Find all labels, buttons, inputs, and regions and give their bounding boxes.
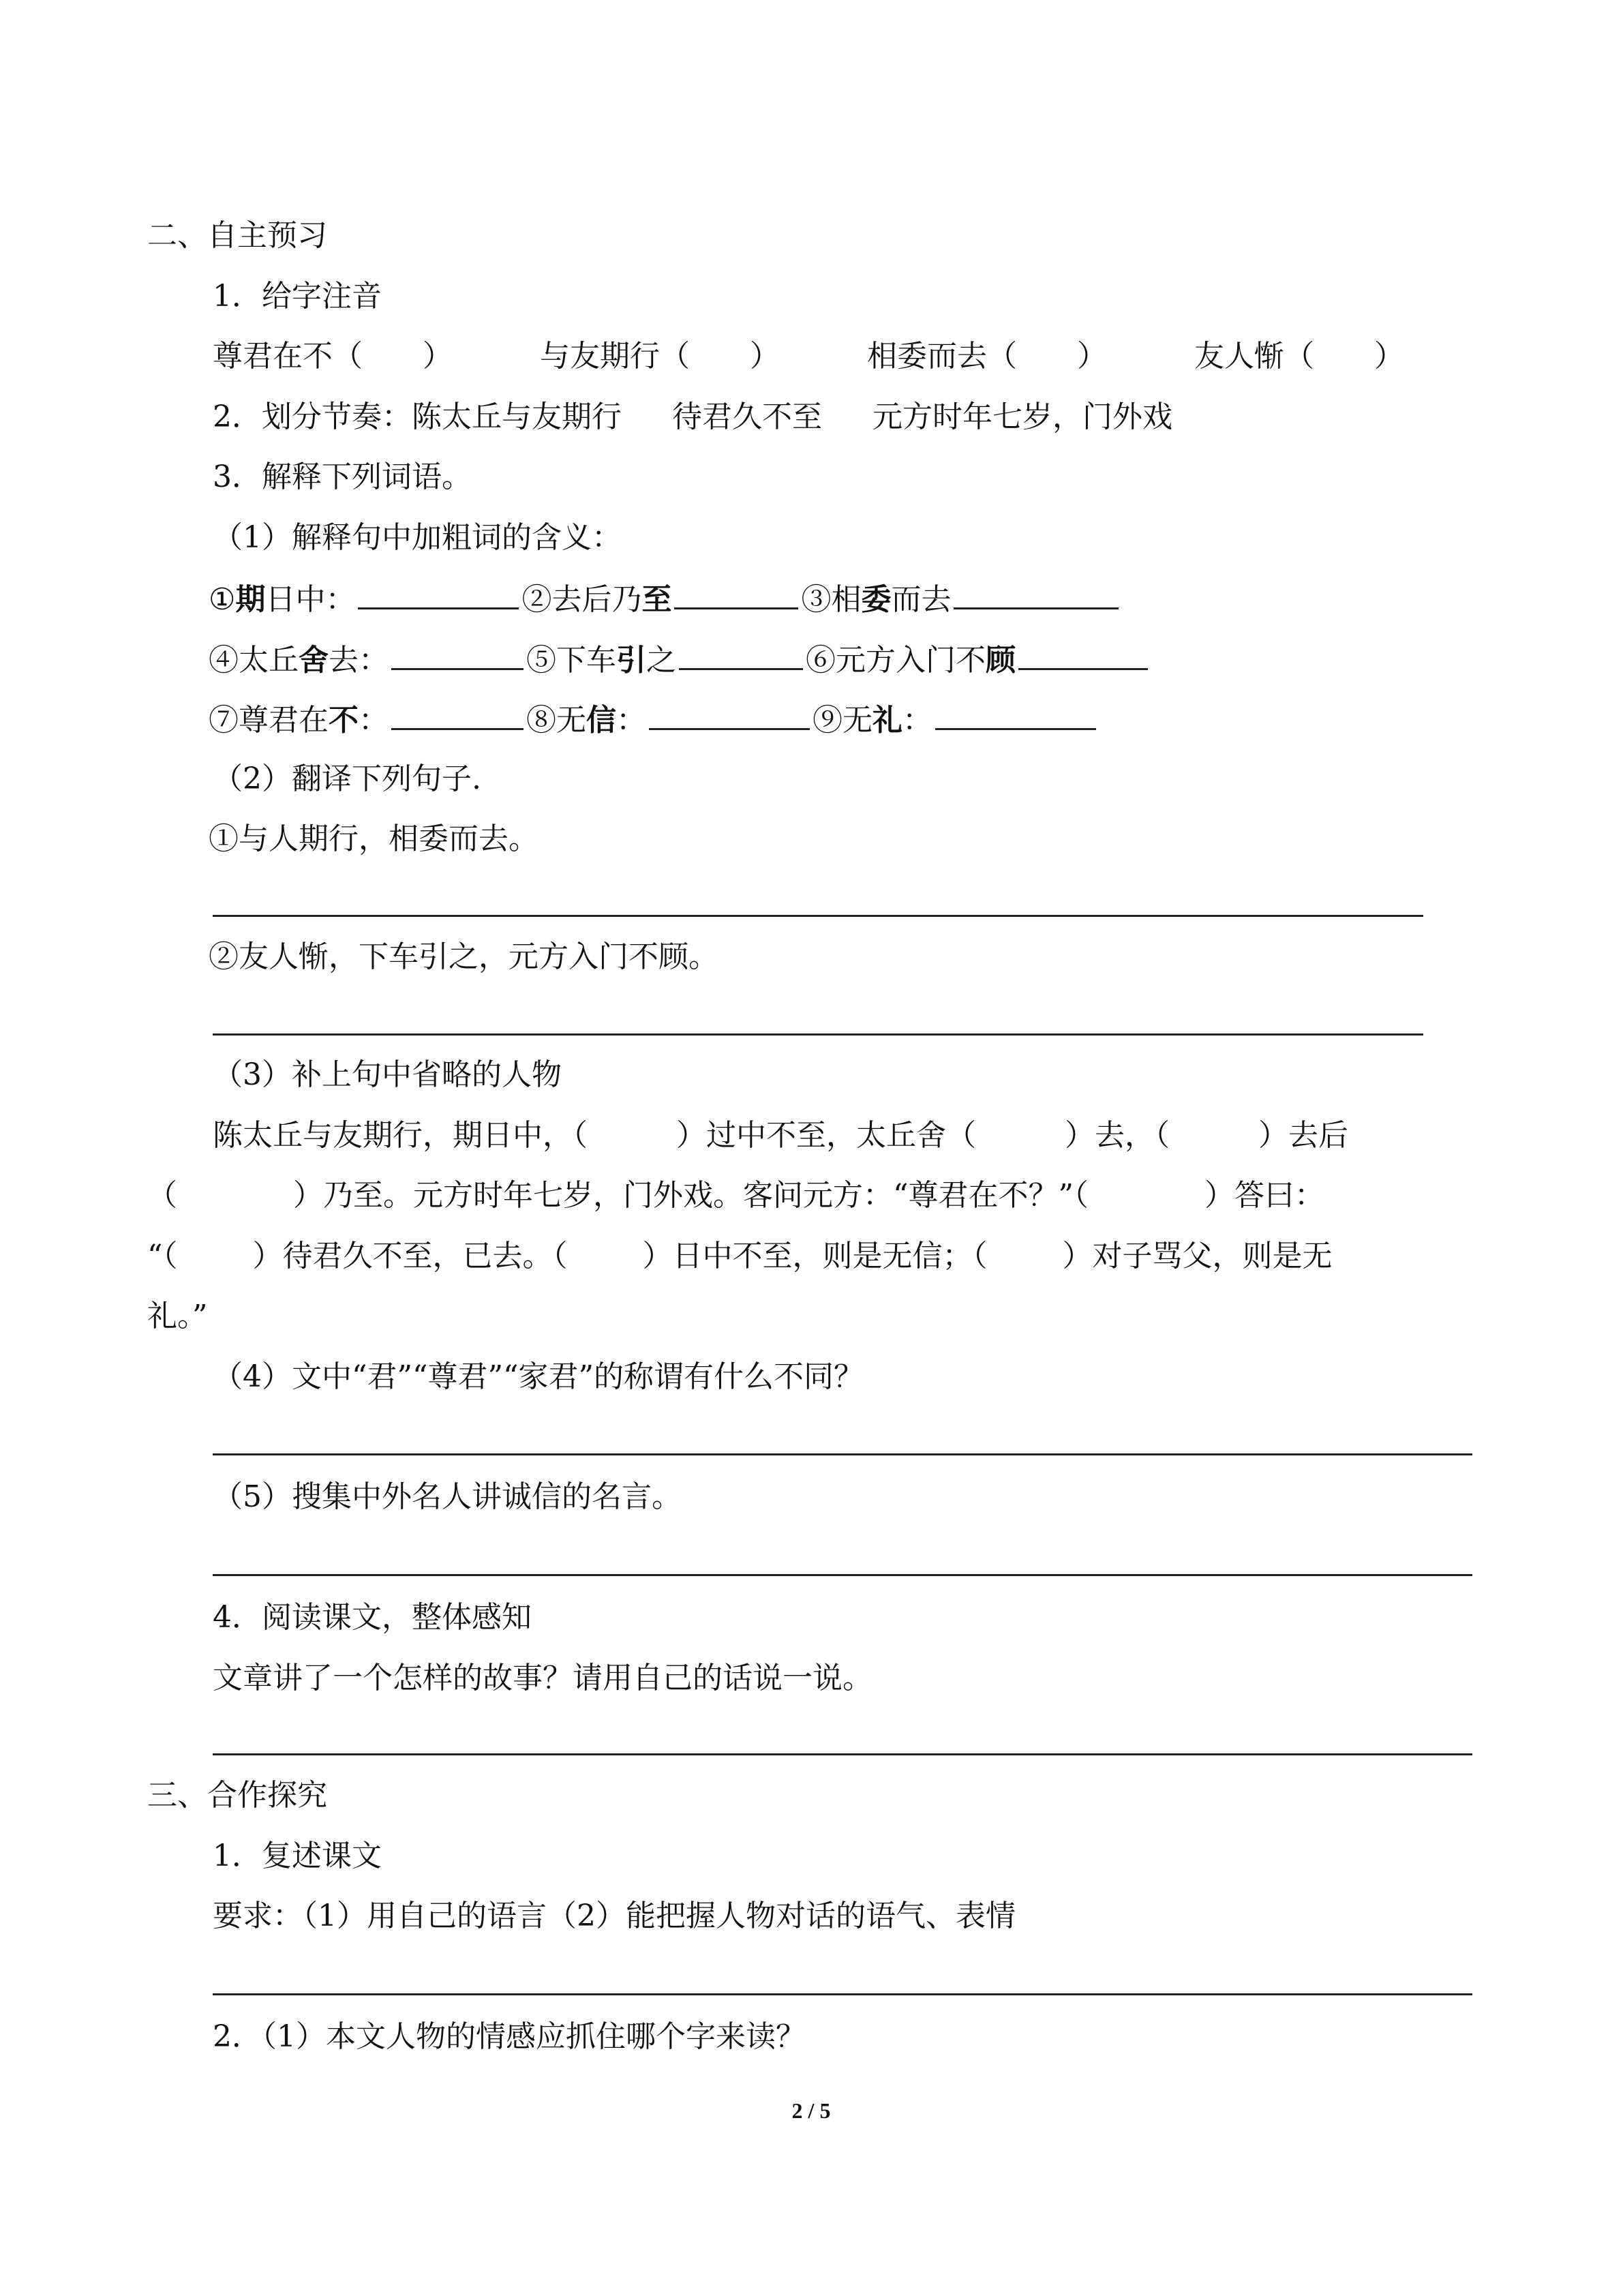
phonetic-item-1: 尊君在不（ ） [213,339,453,374]
word-1-blank[interactable] [358,577,519,609]
answer-line-sub5[interactable] [213,1574,1472,1576]
answer-line-s3-q1[interactable] [213,1993,1472,1995]
word-2-pre: ②去后乃 [521,582,642,617]
rhythm-part-2: 元方时年七岁，门外戏 [873,399,1172,434]
word-9-blank[interactable] [935,698,1096,730]
answer-line-q4[interactable] [213,1753,1472,1755]
fill-3-text-c: ）日中不至，则是无信；（ [642,1239,988,1273]
translate-sentence-2: ②友人惭，下车引之，元方入门不顾。 [209,939,718,974]
word-7-blank[interactable] [391,698,524,730]
word-4-post: 去： [329,643,389,678]
word-row-3 [209,698,1099,741]
section-heading-2: 二、自主预习 [147,218,327,253]
fill-3-text-d: ）对子骂父，则是无 [1062,1239,1333,1273]
fill-line-2 [147,1175,1324,1216]
word-5-blank[interactable] [679,638,803,670]
word-8-pre: ⑧无 [526,703,586,738]
sub1-title: （1）解释句中加粗词的含义： [213,520,622,555]
fill-line-1 [213,1115,1348,1156]
question-3-title: 3．解释下列词语。 [213,459,472,494]
word-7-post: ： [359,703,389,738]
word-8-blank[interactable] [649,698,810,730]
word-8-post: ： [616,703,646,738]
word-1-post: 日中： [265,582,356,617]
word-1-pre: ① [209,582,236,617]
fill-1-text-b: ）过中不至，太丘舍（ [676,1118,976,1153]
fill-3-text-b: ）待君久不至，已去。（ [252,1239,568,1273]
sub5-title: （5）搜集中外名人讲诚信的名言。 [213,1479,682,1514]
word-9-post: ： [902,703,932,738]
word-2-blank[interactable] [674,577,798,609]
fill-1-text-c: ）去，（ [1065,1118,1170,1153]
translate-sentence-1: ①与人期行，相委而去。 [209,821,539,856]
word-5-pre: ⑤下车 [526,643,616,678]
word-3-bold: 委 [861,582,892,617]
answer-line-translate-2[interactable] [213,1033,1423,1036]
fill-line-4: 礼。” [147,1299,208,1333]
question-4-title: 4．阅读课文，整体感知 [213,1600,532,1635]
sub4-title: （4）文中“君”“尊君”“家君”的称谓有什么不同？ [213,1359,864,1394]
sub2-title: （2）翻译下列句子. [213,761,481,796]
word-6-bold: 顾 [986,643,1016,678]
rhythm-question [213,397,1172,438]
fill-3-text-a: “（ [147,1239,178,1273]
word-1-bold: 期 [235,582,266,617]
fill-2-text-c: ）答曰： [1204,1178,1324,1213]
fill-1-text-a: 陈太丘与友期行，期日中，（ [213,1118,588,1153]
word-9-pre: ⑨无 [813,703,873,738]
word-6-blank[interactable] [1018,638,1148,670]
word-4-bold: 舍 [299,643,329,678]
word-row-1 [209,577,1121,620]
phonetic-item-4: 友人惭（ ） [1194,339,1404,374]
question-4-text: 文章讲了一个怎样的故事？请用自己的话说一说。 [213,1661,873,1695]
rhythm-part-1: 待君久不至 [672,399,822,434]
s3-question-2-title: 2．（1）本文人物的情感应抓住哪个字来读？ [213,2019,806,2054]
word-4-pre: ④太丘 [209,643,299,678]
fill-1-text-d: ）去后 [1258,1118,1348,1153]
word-6-pre: ⑥元方入门不 [806,643,986,678]
s3-question-1-text: 要求：（1）用自己的语言（2）能把握人物对话的语气、表情 [213,1899,1016,1933]
s3-question-1-title: 1．复述课文 [213,1839,382,1873]
word-8-bold: 信 [586,703,616,738]
answer-line-sub4[interactable] [213,1453,1472,1455]
fill-line-3 [147,1236,1333,1277]
phonetic-item-2: 与友期行（ ） [540,339,780,374]
word-5-post: 之 [646,643,676,678]
page-number: 2 / 5 [791,2098,831,2123]
fill-2-text-b: ）乃至。元方时年七岁，门外戏。客问元方：“尊君在不？”（ [293,1178,1089,1213]
word-row-2 [209,638,1151,681]
answer-line-translate-1[interactable] [213,915,1423,917]
word-2-bold: 至 [641,582,672,617]
word-4-blank[interactable] [391,638,524,670]
word-5-bold: 引 [616,643,646,678]
section-heading-3: 三、合作探究 [147,1778,327,1813]
word-7-bold: 不 [329,703,359,738]
word-3-blank[interactable] [954,577,1119,609]
sub3-title: （3）补上句中省略的人物 [213,1057,562,1092]
word-7-pre: ⑦尊君在 [209,703,329,738]
word-3-pre: ③相 [801,582,862,617]
question-1-title: 1．给字注音 [213,279,382,314]
word-9-bold: 礼 [873,703,902,738]
word-3-post: 而去 [891,582,952,617]
fill-2-text-a: （ [147,1178,177,1213]
phonetic-item-3: 相委而去（ ） [867,339,1107,374]
rhythm-label: 2．划分节奏：陈太丘与友期行 [213,399,622,434]
